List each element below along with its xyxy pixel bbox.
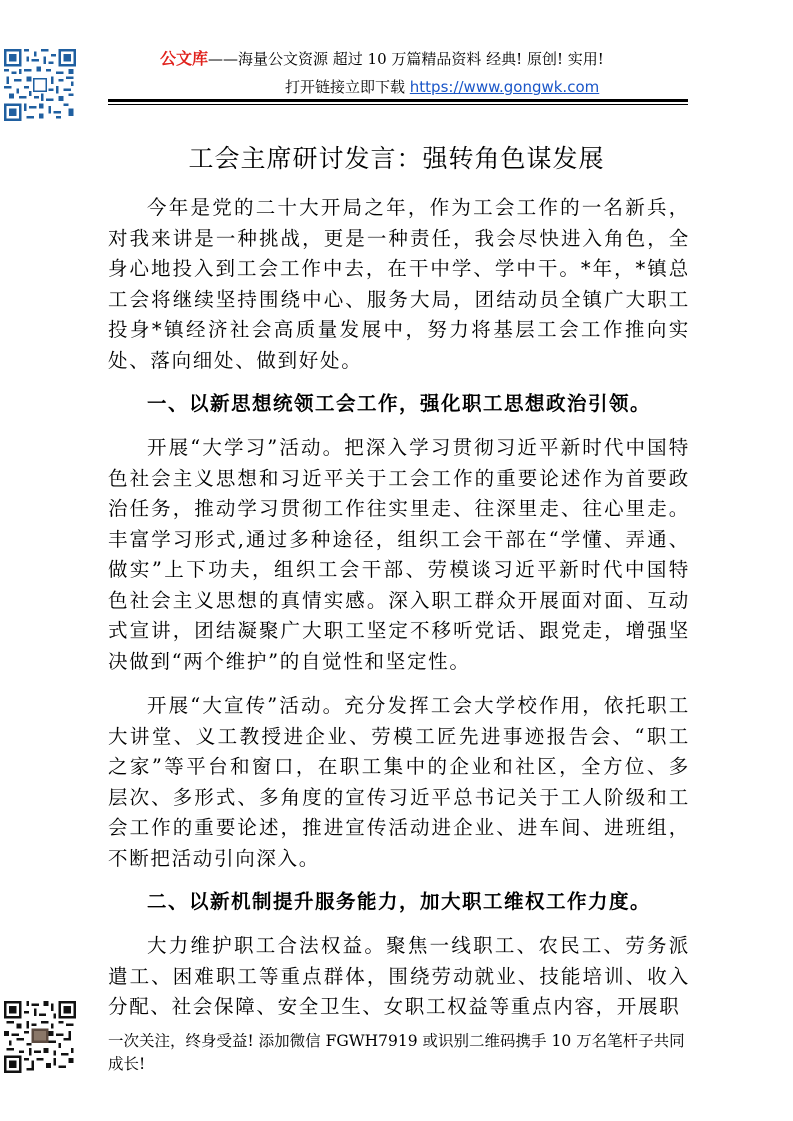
header-tagline: ——海量公文资源 超过 10 万篇精品资料 经典! 原创! 实用! [208,50,604,68]
header-divider-thick [108,99,688,102]
section1-paragraph-2: 开展“大宣传”活动。充分发挥工会大学校作用，依托职工大讲堂、义工教授进企业、劳模工匠先进事迹报告会、“职工之家”等平台和窗口，在职工集中的企业和社区，全方位、多层次、多形式、多角度的宣传习近平总书记关于工人阶级和工会工作的重要论述，推进宣传活动进企业、进车间、进班组，不断把活动引向深入。 [108,694,690,870]
qr-code-icon [4,47,76,123]
download-line [285,77,599,97]
brand-name: 公文库 [160,49,209,68]
header-banner [160,49,604,69]
section1-paragraph-1: 开展“大学习”活动。把深入学习贯彻习近平新时代中国特色社会主义思想和习近平关于工会工作的重要论述作为首要政治任务，推动学习贯彻工作往实里走、往深里走、往心里走。丰富学习形式,通过多种途径，组织工会干部在“学懂、弄通、做实”上下功夫，组织工会干部、劳模谈习近平新时代中国特色社会主义思想的真情实感。深入职工群众开展面对面、互动式宣讲，团结凝聚广大职工坚定不移听党话、跟党走，增强坚决做到“两个维护”的自觉性和坚定性。 [108,436,690,673]
section-heading-1: 一、以新思想统领工会工作，强化职工思想政治引领。 [147,392,652,415]
section-heading-2: 二、以新机制提升服务能力，加大职工维权工作力度。 [147,890,652,913]
paragraph-gap [108,677,690,691]
section2-paragraph-1: 大力维护职工合法权益。聚焦一线职工、农民工、劳务派遣工、困难职工等重点群体，围绕劳动就业、技能培训、收入分配、社会保障、安全卫生、女职工权益等重点内容，开展职 [108,934,690,1018]
wechat-qr-code-icon [4,1001,76,1073]
document-title: 工会主席研讨发言：强转角色谋发展 [188,144,605,173]
intro-paragraph: 今年是党的二十大开局之年，作为工会工作的一名新兵，对我来讲是一种挑战，更是一种责任，我会尽快进入角色，全身心地投入到工会工作中去，在干中学、学中干。*年，*镇总工会将继续坚持围绕中心、服务大局，团结动员全镇广大职工投身*镇经济社会高质量发展中，努力将基层工会工作推向实处、落向细处、做到好处。 [108,196,690,372]
document-body [108,193,690,1023]
footer-promo: 一次关注，终身受益! 添加微信 FGWH7919 或识别二维码携手 10 万名笔杆子共同成长! [108,1032,685,1073]
header-divider-thin [108,104,688,105]
website-link[interactable]: https://www.gongwk.com [409,78,600,96]
download-text: 打开链接立即下载 [285,78,410,96]
